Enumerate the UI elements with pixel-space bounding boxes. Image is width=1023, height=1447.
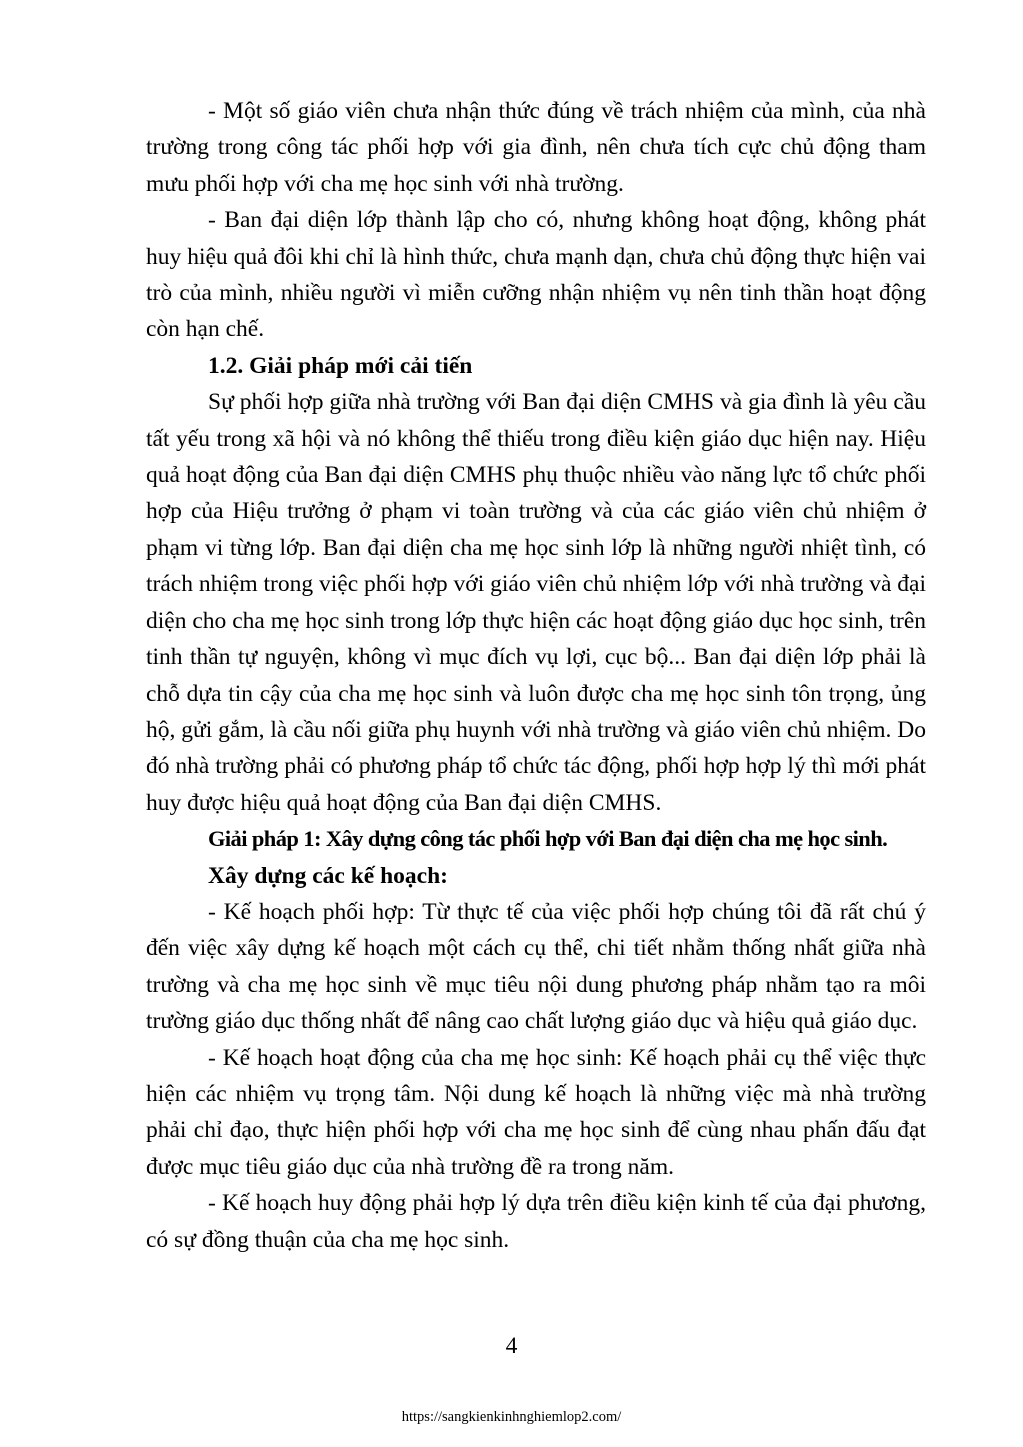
paragraph-coordination-plan: - Kế hoạch phối hợp: Từ thực tế của việc phối hợp chúng tôi đã rất chú ý đến việc xây dựng kế hoạch một cách cụ thể, chi tiết nhằm thống nhất giữa nhà trường và cha mẹ học sinh về mục tiêu nội dung phương pháp nhằm tạo ra môi trường giáo dục thống nhất để nâng cao chất lượng giáo dục và hiệu quả giáo dục. — [146, 898, 926, 1035]
paragraph-class-board: - Ban đại diện lớp thành lập cho có, nhưng không hoạt động, không phát huy hiệu quả đôi khi chỉ là hình thức, chưa mạnh dạn, chưa chủ động thực hiện vai trò của mình, nhiều người vì miễn cưỡng nhận nhiệm vụ nên tinh thần hoạt động còn hạn chế. — [146, 207, 926, 343]
page-number: 4 — [505, 1333, 518, 1359]
plans-heading: Xây dựng các kế hoạch: — [208, 862, 448, 889]
paragraph-activity-plan: - Kế hoạch hoạt động của cha mẹ học sinh: Kế hoạch phải cụ thể việc thực hiện các nhiệm vụ trọng tâm. Nội dung kế hoạch là những việc mà nhà trường phải chỉ đạo, thực hiện phối hợp với cha mẹ học sinh để cùng nhau phấn đấu đạt được mục tiêu giáo dục của nhà trường đề ra trong năm. — [146, 1044, 926, 1180]
page-body — [146, 93, 926, 1258]
section-heading-1-2: 1.2. Giải pháp mới cải tiến — [208, 352, 473, 379]
paragraph-teacher-awareness: - Một số giáo viên chưa nhận thức đúng về trách nhiệm của mình, của nhà trường trong công tác phối hợp với gia đình, nên chưa tích cực chủ động tham mưu phối hợp với cha mẹ học sinh với nhà trường. — [146, 98, 926, 197]
footer-url: https://sangkienkinhnghiemlop2.com/ — [401, 1409, 622, 1425]
paragraph-coordination: Sự phối hợp giữa nhà trường với Ban đại diện CMHS và gia đình là yêu cầu tất yếu trong xã hội và nó không thể thiếu trong điều kiện giáo dục hiện nay. Hiệu quả hoạt động của Ban đại diện CMHS phụ thuộc nhiều vào năng lực tổ chức phối hợp của Hiệu trưởng ở phạm vi toàn trường và của các giáo viên chủ nhiệm ở phạm vi từng lớp. Ban đại diện cha mẹ học sinh lớp là những người nhiệt tình, có trách nhiệm trong việc phối hợp với giáo viên chủ nhiệm lớp với nhà trường và đại diện cho cha mẹ học sinh trong lớp thực hiện các hoạt động giáo dục học sinh, trên tinh thần tự nguyện, không vì mục đích vụ lợi, cục bộ... Ban đại diện lớp phải là chỗ dựa tin cậy của cha mẹ học sinh và luôn được cha mẹ học sinh tôn trọng, ủng hộ, gửi gắm, là cầu nối giữa phụ huynh với nhà trường và giáo viên chủ nhiệm. Do đó nhà trường phải có phương pháp tổ chức tác động, phối hợp hợp lý thì mới phát huy được hiệu quả hoạt động của Ban đại diện CMHS. — [146, 389, 926, 816]
paragraph-mobilization-plan: - Kế hoạch huy động phải hợp lý dựa trên điều kiện kinh tế của đại phương, có sự đồng thuận của cha mẹ học sinh. — [146, 1190, 926, 1253]
solution-1-heading: Giải pháp 1: Xây dựng công tác phối hợp với Ban đại diện cha mẹ học sinh. — [208, 826, 888, 852]
